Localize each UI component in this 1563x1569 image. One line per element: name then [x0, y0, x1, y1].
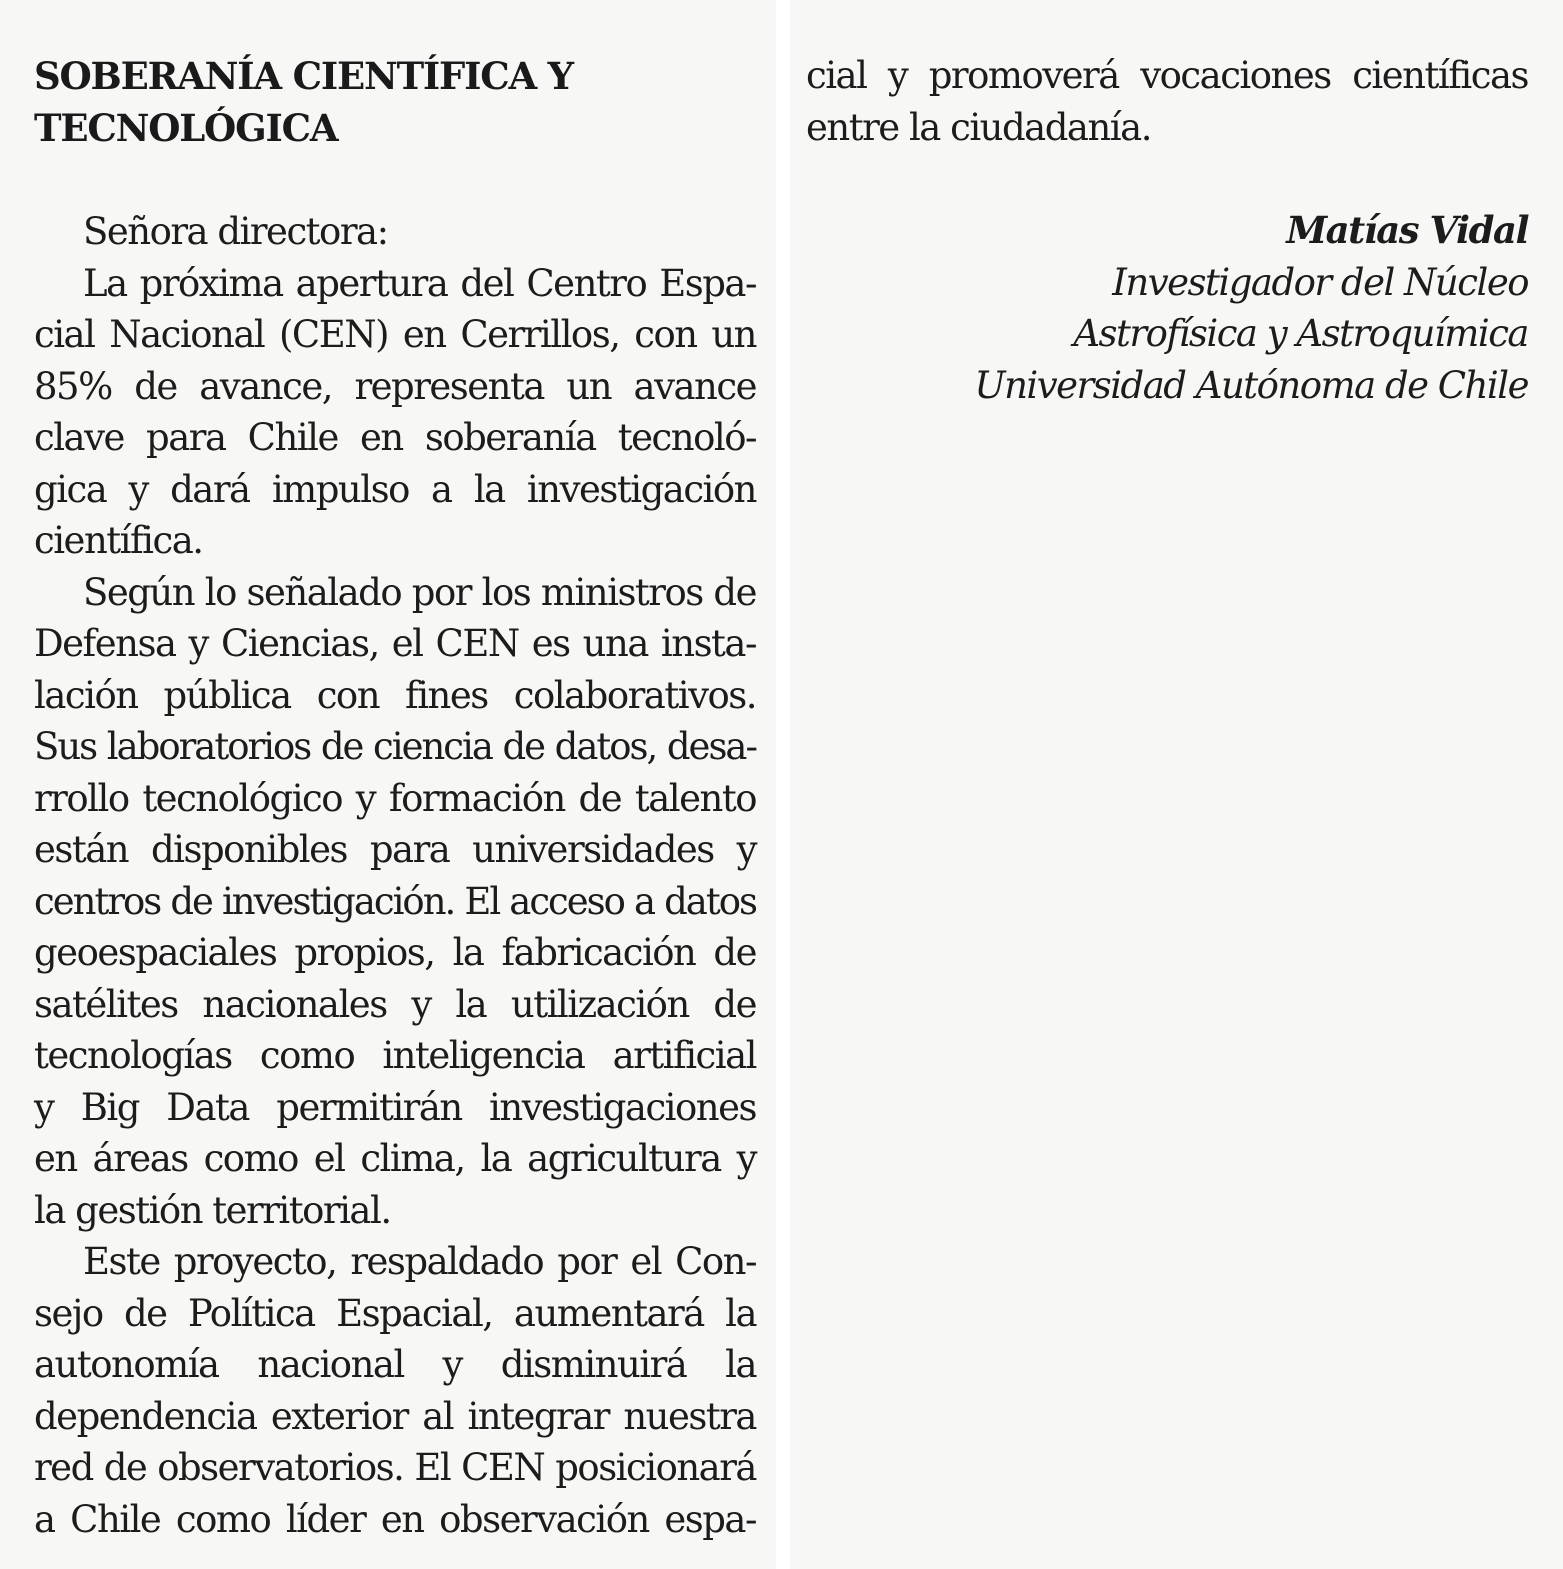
author-role: Investigador del Núcleo [1112, 260, 1528, 304]
text-line: satélites nacionales y la utilización de [34, 982, 756, 1026]
text-line: Sus laboratorios de ciencia de datos, desa- [34, 725, 756, 768]
text-line: autonomía nacional y disminuirá la [34, 1343, 756, 1386]
author-name: Matías Vidal [1286, 208, 1528, 252]
paragraph-3 [34, 1236, 756, 1545]
salutation [34, 206, 756, 258]
signature-block [806, 205, 1528, 411]
text-line: a Chile como líder en observación espa- [34, 1497, 756, 1541]
text-line: cial y promoverá vocaciones científicas [806, 54, 1528, 97]
paragraph-2 [34, 567, 756, 1237]
text-line: científica. [34, 519, 203, 562]
article-headline [34, 50, 756, 154]
right-column [806, 50, 1528, 411]
text-line: dependencia exterior al integrar nuestra [34, 1394, 756, 1438]
letter-body [34, 206, 756, 1545]
author-unit: Astrofísica y Astroquímica [1073, 312, 1528, 355]
author-institution: Universidad Autónoma de Chile [974, 363, 1528, 407]
text-line: 85% de avance, representa un avance [34, 364, 756, 408]
text-line: y Big Data permitirán investigaciones [34, 1085, 756, 1129]
text-line: tecnologías como inteligencia artificial [34, 1034, 756, 1077]
text-line: en áreas como el clima, la agricultura y [34, 1137, 756, 1180]
text-line: geoespaciales propios, la fabricación de [34, 931, 756, 974]
text-line: Según lo señalado por los ministros de [83, 570, 756, 614]
text-line: clave para Chile en soberanía tecnoló- [34, 416, 756, 459]
text-line: centros de investigación. El acceso a datos [34, 879, 756, 923]
text-line: gica y dará impulso a la investigación [34, 467, 756, 511]
text-line: red de observatorios. El CEN posicionará [34, 1446, 756, 1489]
text-line: Defensa y Ciencias, el CEN es una insta- [34, 622, 756, 665]
left-column [34, 50, 756, 1545]
text-line: La próxima apertura del Centro Espa- [83, 261, 756, 305]
text-line: la gestión territorial. [34, 1188, 391, 1232]
text-line: Este proyecto, respaldado por el Con- [83, 1240, 756, 1283]
salutation-line: Señora directora: [83, 210, 388, 253]
headline-line: TECNOLÓGICA [34, 106, 338, 150]
text-line: cial Nacional (CEN) en Cerrillos, con un [34, 313, 756, 356]
text-line: sejo de Política Espacial, aumentará la [34, 1291, 756, 1335]
paragraph-1 [34, 258, 756, 567]
text-line: lación pública con fines colaborativos. [34, 673, 756, 717]
paragraph-3-continuation [806, 50, 1528, 153]
text-line: entre la ciudadanía. [806, 105, 1151, 149]
headline-line: SOBERANÍA CIENTÍFICA Y [34, 54, 573, 98]
text-line: rrollo tecnológico y formación de talento [34, 776, 756, 820]
text-line: están disponibles para universidades y [34, 828, 756, 871]
